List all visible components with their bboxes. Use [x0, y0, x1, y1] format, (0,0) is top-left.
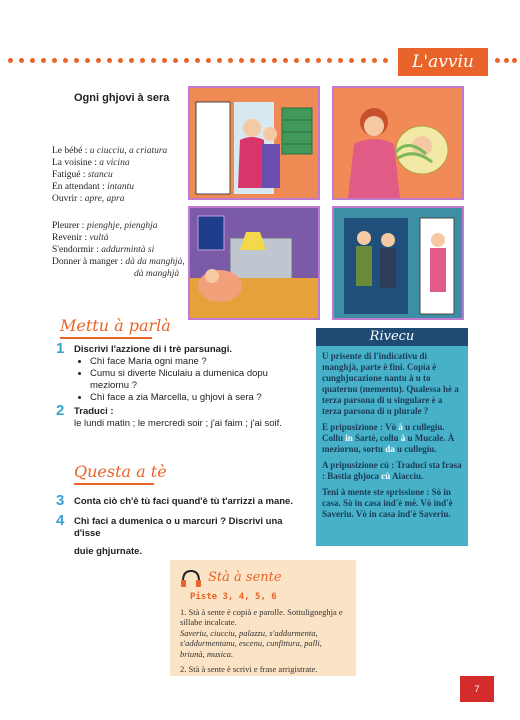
- rivecu-paragraph: A pripusizione cù : Traduci sta frasa : Bastia ghjoca cù Aiacciu.: [322, 460, 462, 481]
- page-number: 7: [460, 676, 494, 702]
- heading-underline: [74, 483, 154, 485]
- sta-item-1: 1. Stà à sente è copià e parolle. Sottuligneghja e sillabe incalcate.: [180, 606, 343, 627]
- section-tab: L'avviu: [398, 48, 488, 76]
- vocab-item: Revenir : vultà: [52, 233, 109, 243]
- rivecu-heading: Rivecu: [316, 328, 468, 346]
- exercise-2-text: le lundi matin ; le mercredi soir ; j'ai faim ; j'ai soif.: [74, 418, 282, 429]
- sofa-scene-illustration: [190, 208, 318, 318]
- illustration-panel-baby: [332, 86, 464, 200]
- sta-heading: Stà à sente: [208, 569, 282, 585]
- header-dots: [8, 58, 388, 66]
- exercise-number: 4: [56, 512, 65, 529]
- header-dots-right: [495, 58, 517, 63]
- list-item: • Chì face a zia Marcella, u ghjovi à sera ?: [90, 392, 304, 404]
- exercise-1-list: [74, 356, 304, 404]
- baby-scene-illustration: [334, 88, 462, 198]
- track-numbers: Piste 3, 4, 5, 6: [190, 592, 277, 602]
- vocab-item: dà manghjà: [134, 269, 180, 279]
- rivecu-paragraph: Teni à mente ste sprissione : Sò in casa. Sò in casa ind'è mè. Vò ind'è Saveriu. Vò in casa ind'è Saveriu.: [322, 487, 453, 519]
- exercise-number: 3: [56, 492, 65, 509]
- vocab-item: Ouvrir : apre, apra: [52, 194, 125, 204]
- heading-underline: [60, 337, 152, 339]
- vocab-list-1: [52, 145, 202, 205]
- mettu-heading: Mettu à parlà: [60, 316, 171, 335]
- rivecu-paragraph: E pripusizione : Vò à u cullegiu. Collu in Sartè, collu à u Mucale. À meziornu, sortu da u cullegiu.: [322, 422, 455, 454]
- page-title: Ogni ghjovi à sera: [74, 92, 170, 104]
- exercise-2-title: Traduci :: [74, 406, 114, 417]
- vocab-item: Donner à manger : dà da manghjà,: [52, 257, 185, 267]
- illustration-panel-sofa: [188, 206, 320, 320]
- questa-heading: Questa a tè: [74, 462, 167, 481]
- exercise-1: [74, 344, 304, 404]
- vocab-item: Pleurer : pienghje, pienghja: [52, 221, 158, 231]
- exercise-1-title: Discrivi l'azzione di i trè parsunagi.: [74, 344, 232, 355]
- exercise-3: Conta ciò ch'è tù faci quand'è tù t'arrizzi a mane.: [74, 496, 293, 507]
- sta-header: [180, 566, 346, 590]
- rivecu-box: [316, 328, 468, 546]
- list-item: • Chì face Maria ogni mane ?: [90, 356, 304, 368]
- illustration-panel-door: [188, 86, 320, 200]
- sta-word-list: Saveriu, ciucciu, palazzu, s'addurmenta, s'addurmentanu, escenu, cunfittura, palli, briunà, musica.: [180, 627, 322, 659]
- rivecu-paragraph: U prisente di l'indicativu di manghjà, parte è fini. Copia è cunghjucazione nantu à u to quaternu (mementu). Qualessa hè a terza parsona di u singulare è a terza parsona di u plurale ?: [322, 351, 459, 416]
- vocab-item: Le bébé : u ciucciu, a criatura: [52, 146, 168, 156]
- exercise-4: Chì faci a dumenica o u marcuri ? Discrivi una d'isse duie ghjurnate.: [74, 516, 283, 557]
- vocab-item: En attendant : intantu: [52, 182, 135, 192]
- illustration-panel-visit: [332, 206, 464, 320]
- sta-item-2: 2. Stà à sente è scrivi e frase arrigistrate.: [180, 664, 318, 674]
- vocab-item: S'endormir : addurmintà si: [52, 245, 155, 255]
- exercise-2: [74, 406, 304, 430]
- door-scene-illustration: [190, 88, 318, 198]
- vocab-item: La voisine : a vicina: [52, 158, 130, 168]
- headphones-icon: [180, 568, 202, 588]
- vocab-item: Fatigué : stancu: [52, 170, 113, 180]
- exercise-number: 1: [56, 340, 65, 357]
- list-item: • Cumu si diverte Niculaiu a dumenica dopu meziornu ?: [90, 368, 304, 392]
- visit-scene-illustration: [334, 208, 462, 318]
- sta-a-sente-box: [170, 560, 356, 676]
- exercise-number: 2: [56, 402, 65, 419]
